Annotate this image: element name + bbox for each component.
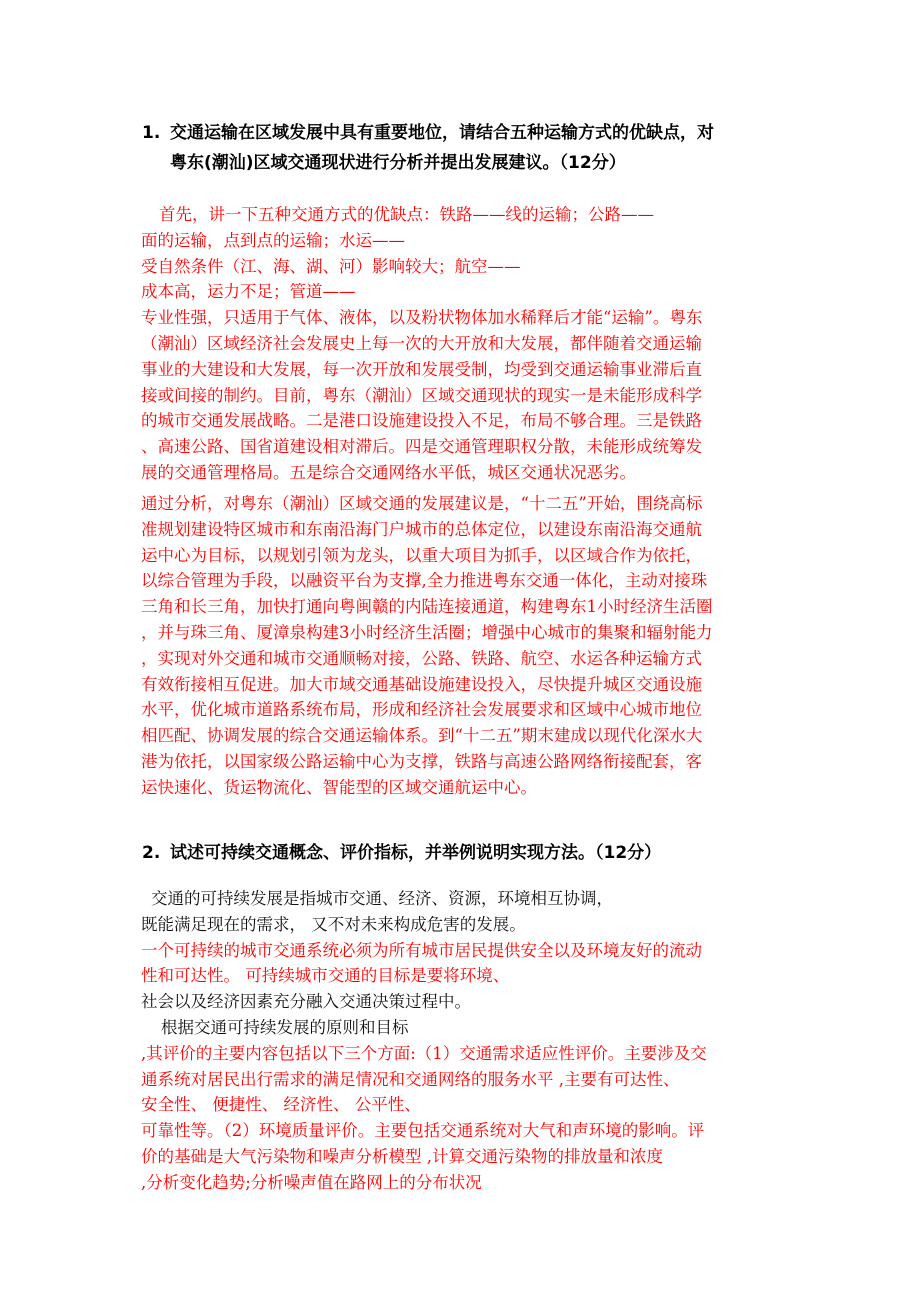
text-line: 事业的大建设和大发展，每一次开放和发展受制，均受到交通运输事业滞后直 [141, 359, 702, 379]
text-line: 运中心为目标，以规划引领为龙头，以重大项目为抓手，以区域合作为依托， [141, 545, 702, 565]
text-line: 港为依托，以国家级公路运输中心为支撑，铁路与高速公路网络衔接配套，客 [141, 751, 702, 771]
text-line: 通系统对居民出行需求的满足情况和交通网络的服务水平 ,主要有可达性、 [141, 1069, 680, 1089]
answer-1-paragraph-2 [141, 491, 713, 801]
question-2-number: 2. [142, 843, 161, 863]
text-line: ,分析变化趋势;分析噪声值在路网上的分布状况 [141, 1172, 482, 1192]
question-1 [142, 118, 714, 178]
text-line: 三角和长三角，加快打通向粤闽赣的内陆连接通道，构建粤东1小时经济生活圈 [141, 597, 713, 617]
text-line: ，实现对外交通和城市交通顺畅对接，公路、铁路、航空、水运各种运输方式 [141, 648, 702, 668]
text-line: 准规划建设特区城市和东南沿海门户城市的总体定位，以建设东南沿海交通航 [141, 519, 702, 539]
text-line: 交通的可持续发展是指城市交通、经济、资源，环境相互协调， [151, 889, 613, 908]
text-line: 、高速公路、国省道建设相对滞后。四是交通管理职权分散，未能形成统筹发 [141, 437, 702, 457]
question-2 [142, 838, 661, 868]
text-line: 水平，优化城市道路系统布局，形成和经济社会发展要求和区域中心城市地位 [141, 700, 702, 720]
text-line: 以综合管理为手段，以融资平台为支撑,全力推进粤东交通一体化，主动对接珠 [141, 571, 708, 591]
text-line: ,其评价的主要内容包括以下三个方面:（1）交通需求适应性评价。主要涉及交 [141, 1043, 707, 1063]
text-line: 的城市交通发展战略。二是港口设施建设投入不足，布局不够合理。三是铁路 [141, 411, 702, 431]
text-line: 社会以及经济因素充分融入交通决策过程中。 [141, 992, 471, 1012]
text-line: 相匹配、协调发展的综合交通运输体系。到“十二五”期末建成以现代化深水大 [141, 726, 703, 746]
text-line: ，并与珠三角、厦漳泉构建3小时经济生活圈；增强中心城市的集聚和辐射能力 [141, 622, 713, 642]
text-line: 根据交通可持续发展的原则和目标 [161, 1017, 409, 1037]
question-1-number: 1. [142, 123, 161, 143]
text-line: 受自然条件（江、海、湖、河）影响较大；航空—— [141, 256, 521, 276]
answer-2 [141, 886, 707, 1196]
text-line: 一个可持续的城市交通系统必须为所有城市居民提供安全以及环境友好的流动 [141, 940, 702, 960]
text-line: 性和可达性。 可持续城市交通的目标是要将环境、 [141, 966, 510, 986]
text-line: 既能满足现在的需求， 又不对未来构成危害的发展。 [141, 914, 526, 934]
text-line: 展的交通管理格局。五是综合交通网络水平低，城区交通状况恶劣。 [141, 462, 636, 482]
text-line: 首先，讲一下五种交通方式的优缺点：铁路——线的运输；公路—— [159, 205, 654, 224]
text-line: 通过分析，对粤东（潮汕）区域交通的发展建议是，“十二五”开始，围绕高标 [141, 494, 703, 513]
text-line: 可靠性等。（2）环境质量评价。主要包括交通系统对大气和声环境的影响。评 [141, 1121, 705, 1141]
text-line: 接或间接的制约。目前，粤东（潮汕）区域交通现状的现实一是未能形成科学 [141, 385, 702, 405]
question-1-line-1: 1. 交通运输在区域发展中具有重要地位，请结合五种运输方式的优缺点，对 [142, 118, 714, 148]
text-line: 有效衔接相互促进。加大市域交通基础设施建设投入，尽快提升城区交通设施 [141, 674, 702, 694]
text-line: 价的基础是大气污染物和噪声分析模型 ,计算交通污染物的排放量和浓度 [141, 1146, 663, 1166]
text-line: 专业性强，只适用于气体、液体，以及粉状物体加水稀释后才能“运输”。粤东 [141, 308, 703, 328]
text-line: （潮汕）区域经济社会发展史上每一次的大开放和大发展，都伴随着交通运输 [141, 333, 702, 353]
text-line: 成本高，运力不足；管道—— [141, 282, 356, 302]
text-line: 安全性、 便捷性、 经济性、 公平性、 [141, 1095, 421, 1115]
question-1-line-2: 粤东(潮汕)区域交通现状进行分析并提出发展建议。（12分） [170, 153, 626, 173]
answer-1-paragraph-1 [141, 202, 702, 486]
text-line: 面的运输，点到点的运输；水运—— [141, 230, 405, 250]
text-line: 运快速化、货运物流化、智能型的区域交通航运中心。 [141, 777, 537, 797]
question-2-line-1: 2. 试述可持续交通概念、评价指标，并举例说明实现方法。（12分） [142, 838, 661, 868]
